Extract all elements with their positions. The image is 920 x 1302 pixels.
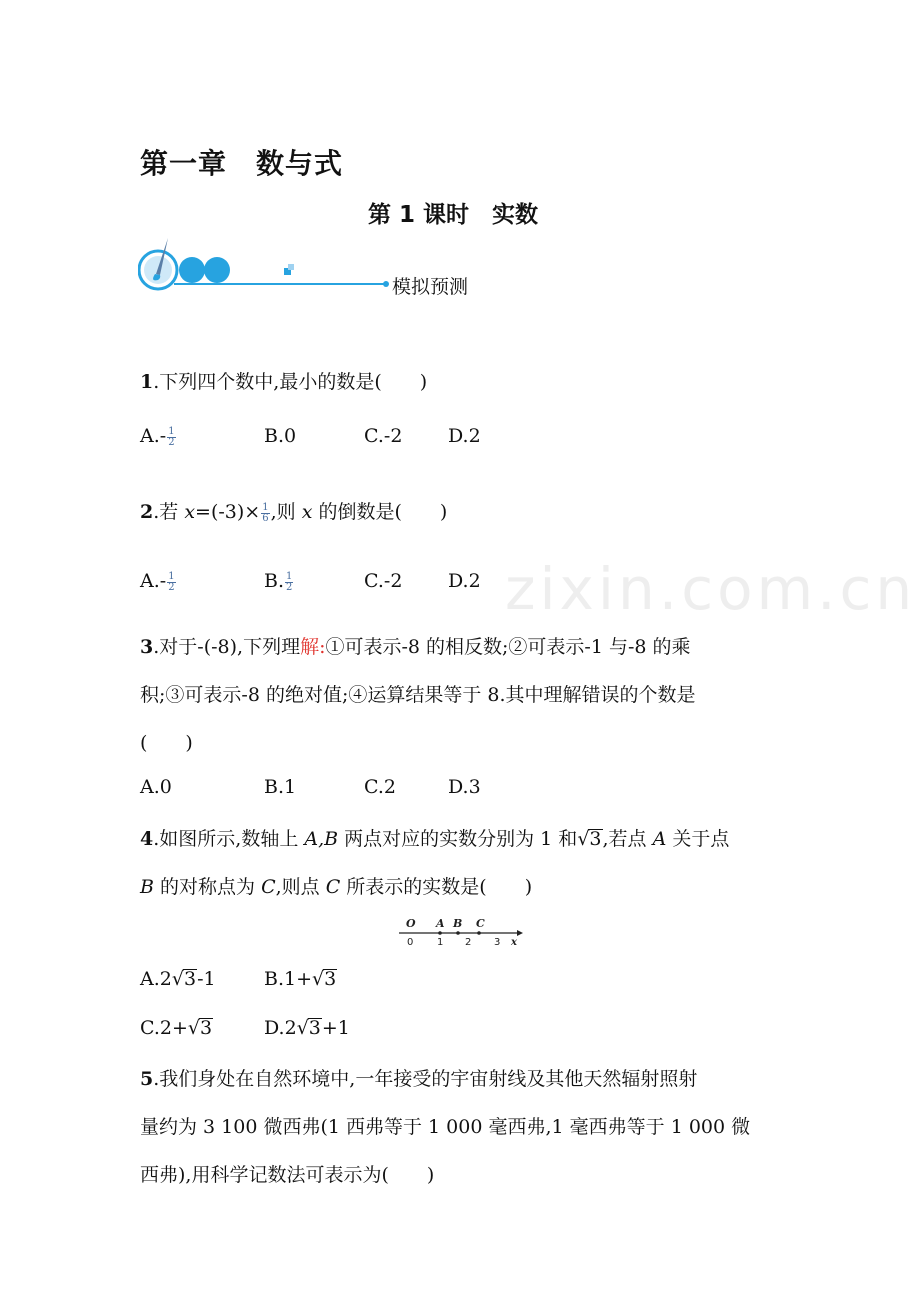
fraction: $\frac{1}{2}$ (168, 425, 175, 448)
label-a: A (436, 917, 445, 930)
question-number: 5 (140, 1068, 154, 1090)
question-5-line-1: 5.我们身处在自然环境中,一年接受的宇宙射线及其他天然辐射照射 (140, 1068, 698, 1090)
sqrt: 3 (589, 828, 602, 850)
section-label: 模拟预测 (392, 276, 469, 298)
option-a: A.0 (140, 776, 172, 798)
variable-x: x (184, 501, 196, 523)
tick-2: 2 (465, 937, 472, 948)
question-2: 2.若 x=(-3)× $\frac{1}{6}$ ,则 x 的倒数是( ) (140, 501, 448, 524)
label-x: x (511, 937, 517, 948)
question-stem: .下列四个数中,最小的数是( ) (153, 371, 428, 393)
lesson-title: 第 1 课时 实数 (368, 202, 539, 228)
question-3-line-1: 3.对于-(-8),下列理解:①可表示-8 的相反数;②可表示-1 与-8 的乘 (140, 636, 691, 658)
option-a: A.2√3-1 (140, 968, 216, 990)
option-c: C.-2 (364, 425, 403, 447)
option-a: A.- $\frac{1}{2}$ (140, 425, 175, 448)
question-3-line-3: ( ) (140, 732, 193, 754)
question-1 (140, 367, 427, 394)
point-b (456, 931, 460, 935)
option-d: D.3 (448, 776, 481, 798)
option-d: D.2 (448, 570, 481, 592)
chapter-title: 第一章 数与式 (140, 147, 344, 180)
question-1-options (140, 425, 740, 455)
banner-square-2 (288, 264, 294, 270)
banner-dot-2 (204, 257, 230, 283)
question-4-line-2: B 的对称点为 C,则点 C 所表示的实数是( ) (140, 876, 533, 898)
axis-arrow (517, 930, 523, 936)
variable-x: x (301, 501, 313, 523)
question-4-options-row-1 (140, 968, 740, 998)
option-b: B.1 (264, 776, 297, 798)
question-number: 4 (140, 828, 154, 850)
option-a: A.- $\frac{1}{2}$ (140, 570, 175, 593)
question-3-line-2: 积;③可表示-8 的绝对值;④运算结果等于 8.其中理解错误的个数是 (140, 684, 696, 706)
banner-line-end (383, 281, 389, 287)
question-4-options-row-2 (140, 1017, 740, 1047)
question-number: 3 (140, 636, 154, 658)
number-line-figure (395, 912, 525, 948)
option-b: B.1+√3 (264, 968, 337, 990)
watermark: zixin.com.cn (505, 555, 917, 623)
banner-dot-1 (179, 257, 205, 283)
question-4-line-1: 4.如图所示,数轴上 A,B 两点对应的实数分别为 1 和√3,若点 A 关于点 (140, 828, 730, 850)
fraction: $\frac{1}{2}$ (286, 570, 293, 593)
question-2-options (140, 570, 740, 600)
red-text: 解: (300, 636, 326, 658)
option-d: D.2 (448, 425, 481, 447)
point-a (438, 931, 442, 935)
label-c: C (476, 917, 485, 930)
option-d: D.2√3+1 (264, 1017, 350, 1039)
tick-1: 1 (437, 937, 444, 948)
fraction: $\frac{1}{6}$ (262, 501, 269, 524)
question-3-options (140, 776, 740, 806)
fraction: $\frac{1}{2}$ (168, 570, 175, 593)
option-c: C.2 (364, 776, 396, 798)
tick-0: 0 (407, 937, 414, 948)
label-b: B (453, 917, 463, 930)
point-c (477, 931, 481, 935)
option-c: C.2+√3 (140, 1017, 213, 1039)
option-b: B.0 (264, 425, 297, 447)
brush-icon (139, 238, 177, 289)
option-b: B. $\frac{1}{2}$ (264, 570, 293, 593)
option-c: C.-2 (364, 570, 403, 592)
tick-3: 3 (494, 937, 501, 948)
question-number: 1 (140, 371, 154, 393)
question-5-line-3: 西弗),用科学记数法可表示为( ) (140, 1164, 435, 1186)
label-o: O (406, 917, 416, 930)
question-number: 2 (140, 501, 154, 523)
question-5-line-2: 量约为 3 100 微西弗(1 西弗等于 1 000 毫西弗,1 毫西弗等于 1 000 微 (140, 1116, 751, 1138)
